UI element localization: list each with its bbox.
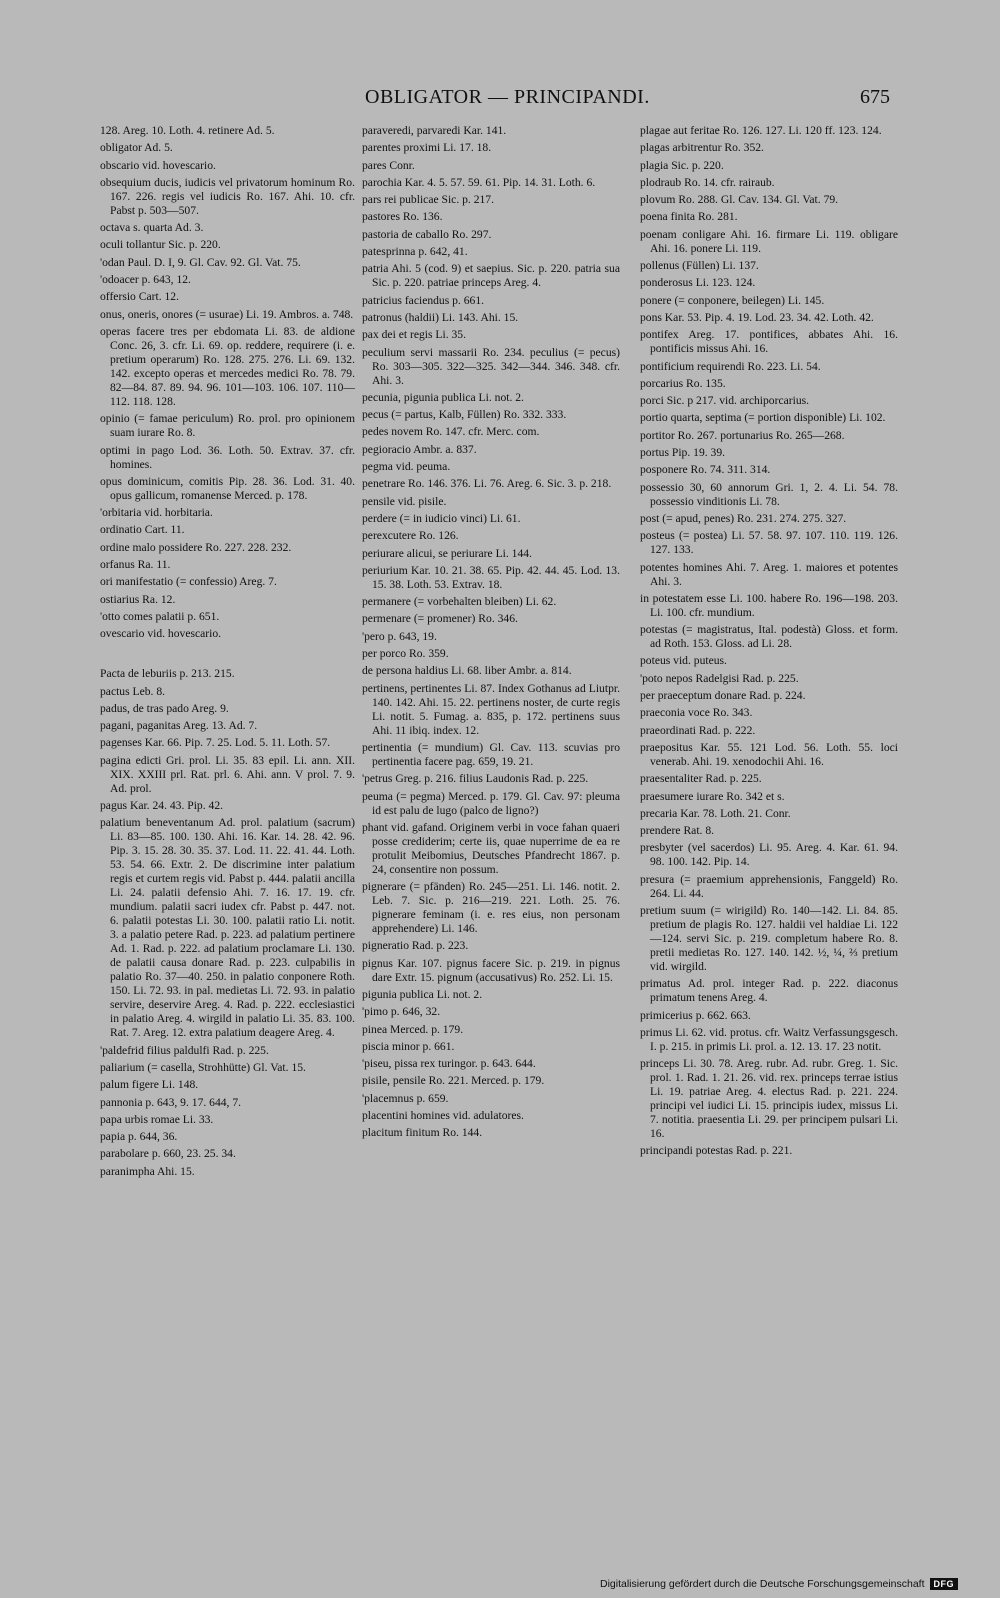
dictionary-entry: 'pimo p. 646, 32. (362, 1005, 441, 1019)
dictionary-entry: pagus Kar. 24. 43. Pip. 42. (100, 799, 224, 813)
dictionary-entry: 'petrus Greg. p. 216. filius Laudonis Rad. p. 225. (362, 772, 589, 786)
dictionary-entry: optimi in pago Lod. 36. Loth. 50. Extrav. 37. cfr. homines. (100, 443, 355, 471)
dictionary-entry: per praeceptum donare Rad. p. 224. (640, 689, 806, 703)
dictionary-entry: pignerare (= pfänden) Ro. 245—251. Li. 146. notit. 2. Leb. 7. Sic. p. 216—219. 221. Loth. 25. 76. pignerare feminam (i. e. res eius, non personam apprehendere) Li. 146. (362, 880, 620, 936)
dictionary-entry: offersio Cart. 12. (100, 290, 179, 304)
dictionary-entry: placentini homines vid. adulatores. (362, 1109, 524, 1123)
dictionary-entry: plovum Ro. 288. Gl. Cav. 134. Gl. Vat. 79. (640, 193, 839, 207)
dictionary-entry: parentes proximi Li. 17. 18. (362, 141, 492, 155)
dictionary-entry: plagia Sic. p. 220. (640, 158, 724, 172)
dictionary-entry: permenare (= promener) Ro. 346. (362, 612, 518, 626)
dictionary-entry: peuma (= pegma) Merced. p. 179. Gl. Cav. 97: pleuma id est palu de lugo (palco de ligno?) (362, 789, 620, 817)
dictionary-entry: pons Kar. 53. Pip. 4. 19. Lod. 23. 34. 42. Loth. 42. (640, 310, 874, 324)
dictionary-entry: opus dominicum, comitis Pip. 28. 36. Lod. 31. 40. opus gallicum, romanense Merced. p. 178. (100, 474, 355, 502)
dictionary-entry: praesentaliter Rad. p. 225. (640, 772, 762, 786)
dictionary-entry: oculi tollantur Sic. p. 220. (100, 238, 221, 252)
dictionary-entry: precaria Kar. 78. Loth. 21. Conr. (640, 806, 791, 820)
dictionary-entry: pegma vid. peuma. (362, 460, 451, 474)
dictionary-entry: principandi potestas Rad. p. 221. (640, 1144, 793, 1158)
dictionary-entry: 'paldefrid filius paldulfi Rad. p. 225. (100, 1043, 269, 1057)
dictionary-entry: princeps Li. 30. 78. Areg. rubr. Ad. rubr. Greg. 1. Sic. prol. 1. Rad. 1. 21. 26. vid. rex. princeps terrae istius Li. 19. patriae Areg. 4. electus Rad. p. 221. 224. principi vel iudici Li. 15. principis iudex, missus Li. 7. notitia. praesentia Li. 29. per principem pulsari Li. 16. (640, 1057, 898, 1141)
dictionary-entry: obsequium ducis, iudicis vel privatorum hominum Ro. 167. 226. regis vel iudicis Ro. 167. Ahi. 10. cfr. Pabst p. 503—507. (100, 175, 355, 217)
column-1 (100, 124, 355, 1182)
dictionary-entry: potentes homines Ahi. 7. Areg. 1. maiores et potentes Ahi. 3. (640, 560, 898, 588)
dictionary-entry: 'odan Paul. D. I, 9. Gl. Cav. 92. Gl. Vat. 75. (100, 255, 301, 269)
dictionary-entry: patesprinna p. 642, 41. (362, 245, 468, 259)
dictionary-entry: 'orbitaria vid. horbitaria. (100, 506, 213, 520)
column-2 (362, 124, 620, 1144)
dictionary-entry: ori manifestatio (= confessio) Areg. 7. (100, 575, 277, 589)
dictionary-entry: pretium suum (= wirigild) Ro. 140—142. Li. 84. 85. pretium de plagis Ro. 127. haldii vel haldiae Li. 122—124. servi Sic. p. 219. completum habere Ro. 8. pretii medietas Ro. 127. 140. 142. ½, ¼, ⅔ pretium vid. wirgild. (640, 903, 898, 973)
dictionary-entry: pensile vid. pisile. (362, 494, 447, 508)
dictionary-entry: posponere Ro. 74. 311. 314. (640, 463, 771, 477)
dictionary-entry: pagenses Kar. 66. Pip. 7. 25. Lod. 5. 11. Loth. 57. (100, 736, 331, 750)
dictionary-entry: pactus Leb. 8. (100, 684, 166, 698)
dictionary-entry: papia p. 644, 36. (100, 1130, 178, 1144)
page-number: 675 (860, 86, 890, 108)
dictionary-entry: 'poto nepos Radelgisi Rad. p. 225. (640, 671, 799, 685)
dictionary-entry: presura (= praemium apprehensionis, Fanggeld) Ro. 264. Li. 44. (640, 872, 898, 900)
column-3 (640, 124, 898, 1162)
page-header (0, 86, 1000, 116)
dictionary-entry: de persona haldius Li. 68. liber Ambr. a. 814. (362, 664, 572, 678)
dictionary-entry: pedes novem Ro. 147. cfr. Merc. com. (362, 425, 540, 439)
dictionary-entry: paraveredi, parvaredi Kar. 141. (362, 124, 507, 137)
dictionary-entry: pegioracio Ambr. a. 837. (362, 442, 477, 456)
dictionary-entry: porcarius Ro. 135. (640, 376, 726, 390)
dictionary-entry: pontificium requirendi Ro. 223. Li. 54. (640, 359, 821, 373)
dictionary-entry: orfanus Ra. 11. (100, 558, 171, 572)
dictionary-entry: patricius faciendus p. 661. (362, 293, 485, 307)
dictionary-entry: primicerius p. 662. 663. (640, 1008, 751, 1022)
dictionary-entry: phant vid. gafand. Originem verbi in voce fahan quaeri posse crediderim; certe iis, quae nuperrime de ea re protulit Meibomius, Deutsches Pfandrecht 1867. p. 24, consentire non possum. (362, 820, 620, 876)
dictionary-entry: placitum finitum Ro. 144. (362, 1126, 483, 1140)
dictionary-entry: possessio 30, 60 annorum Gri. 1, 2. 4. Li. 54. 78. possessio vinditionis Li. 78. (640, 480, 898, 508)
dictionary-entry: portitor Ro. 267. portunarius Ro. 265—268. (640, 428, 845, 442)
running-head: OBLIGATOR — PRINCIPANDI. (365, 86, 650, 108)
dictionary-entry: ponderosus Li. 123. 124. (640, 276, 756, 290)
dictionary-entry: pecunia, pigunia publica Li. not. 2. (362, 390, 524, 404)
dictionary-entry: plagas arbitrentur Ro. 352. (640, 141, 764, 155)
dictionary-entry: piscia minor p. 661. (362, 1039, 455, 1053)
dictionary-entry: ostiarius Ra. 12. (100, 592, 176, 606)
dictionary-entry: periurium Kar. 10. 21. 38. 65. Pip. 42. 44. 45. Lod. 13. 15. 38. Loth. 53. Extrav. 18. (362, 563, 620, 591)
dictionary-entry: palum figere Li. 148. (100, 1078, 199, 1092)
dictionary-entry: praepositus Kar. 55. 121 Lod. 56. Loth. 55. loci venerab. Ahi. 19. xenodochii Ahi. 16. (640, 740, 898, 768)
dictionary-entry: perdere (= in iudicio vinci) Li. 61. (362, 511, 521, 525)
dictionary-entry: ordine malo possidere Ro. 227. 228. 232. (100, 540, 292, 554)
dictionary-entry: presbyter (vel sacerdos) Li. 95. Areg. 4. Kar. 61. 94. 98. 100. 142. Pip. 14. (640, 841, 898, 869)
dictionary-entry: patronus (haldii) Li. 143. Ahi. 15. (362, 310, 519, 324)
dictionary-entry: obligator Ad. 5. (100, 141, 173, 155)
dictionary-entry: pisile, pensile Ro. 221. Merced. p. 179. (362, 1074, 545, 1088)
dictionary-entry: post (= apud, penes) Ro. 231. 274. 275. 327. (640, 511, 847, 525)
dictionary-entry: prendere Rat. 8. (640, 824, 715, 838)
dictionary-entry: primatus Ad. prol. integer Rad. p. 222. diaconus primatum tenens Areg. 4. (640, 977, 898, 1005)
dictionary-entry: papa urbis romae Li. 33. (100, 1112, 214, 1126)
dictionary-entry: ovescario vid. hovescario. (100, 627, 222, 641)
dictionary-entry: pars rei publicae Sic. p. 217. (362, 193, 495, 207)
dictionary-entry: praeordinati Rad. p. 222. (640, 723, 756, 737)
dictionary-entry: palatium beneventanum Ad. prol. palatium (sacrum) Li. 83—85. 100. 130. Ahi. 16. Kar. 14. 28. 42. 96. Pip. 3. 15. 28. 30. 35. 37. Lod. 11. 22. 41. 44. Loth. 53. 54. 66. Extr. 2. De discrimine inter palatium regis et curtem regis vid. Pabst p. 444. palatii ancilla Li. 24. palatii defensio Ahi. 7. 16. 17. 19. cfr. mundium. palatii sacri iudex cfr. Pabst p. 447. not. 6. palatii potestas Li. 30. 100. palatii ratio Li. notit. 3. a palatio petere Rad. p. 223. ad palatium pertinere Ad. 1. Rad. p. 222. ad palatium proclamare Li. 130. de palatii causa donare Rad. p. 223. culpabilis in palatio Ro. 37—40. 250. in palatio conponere Roth. 150. Li. 72. 93. in pal. medietas Li. 72. 93. in palatio servire, deservire Areg. 4. Rad. p. 222. ecclesiastici in palatio Areg. 4. wirgild in palatio Li. 35. 83. 100. Rat. 7. Areg. 12. extra palatium deagere Areg. 4. (100, 816, 355, 1040)
dictionary-entry: pontifex Areg. 17. pontifices, abbates Ahi. 16. pontificis missus Ahi. 16. (640, 328, 898, 356)
footer (600, 1578, 958, 1590)
dictionary-entry: permanere (= vorbehalten bleiben) Li. 62. (362, 595, 557, 609)
dictionary-entry: pecus (= partus, Kalb, Füllen) Ro. 332. 333. (362, 408, 567, 422)
dictionary-entry: plodraub Ro. 14. cfr. rairaub. (640, 175, 775, 189)
dictionary-entry: pertinentia (= mundium) Gl. Cav. 113. scuvias pro pertinentia facere pag. 659, 19. 21. (362, 740, 620, 768)
dictionary-entry: patria Ahi. 5 (cod. 9) et saepius. Sic. p. 220. patria sua Sic. p. 220. patriae princeps Areg. 4. (362, 262, 620, 290)
dictionary-entry: operas facere tres per ebdomata Li. 83. de aldione Conc. 26, 3. cfr. Li. 69. op. reddere, requirere (i. e. pretium operarum) Ro. 128. 275. 276. Li. 69. 132. 142. excepto operas et mercedes medici Ro. 78. 79. 82—84. 87. 89. 94. 96. 101—103. 106. 107. 110—112. 118. 128. (100, 324, 355, 408)
dictionary-entry: 'placemnus p. 659. (362, 1091, 449, 1105)
dictionary-entry: pax dei et regis Li. 35. (362, 328, 466, 342)
dictionary-entry: praesumere iurare Ro. 342 et s. (640, 789, 785, 803)
dictionary-entry: peculium servi massarii Ro. 234. peculius (= pecus) Ro. 303—305. 322—325. 342—344. 346. 348. cfr. Ahi. 3. (362, 345, 620, 387)
dictionary-entry: portus Pip. 19. 39. (640, 446, 726, 460)
dictionary-entry: pertinens, pertinentes Li. 87. Index Gothanus ad Liutpr. 140. 142. Ahi. 15. 22. pertinens noster, de curte regis Li. notit. 5. Fumag. a. 835, p. 172. pertinens suus Ahi. 11 ibiq. index. 12. (362, 681, 620, 737)
dictionary-entry: poteus vid. puteus. (640, 654, 727, 668)
dictionary-entry: plagae aut feritae Ro. 126. 127. Li. 120 ff. 123. 124. (640, 124, 882, 137)
dictionary-entry: 'odoacer p. 643, 12. (100, 273, 191, 287)
dictionary-entry: penetrare Ro. 146. 376. Li. 76. Areg. 6. Sic. 3. p. 218. (362, 477, 612, 491)
dictionary-entry: 'piseu, pissa rex turingor. p. 643. 644. (362, 1057, 536, 1071)
dictionary-entry: pastoria de caballo Ro. 297. (362, 227, 492, 241)
dictionary-entry: pollenus (Füllen) Li. 137. (640, 259, 759, 273)
dictionary-entry: paranimpha Ahi. 15. (100, 1164, 195, 1178)
dictionary-entry: per porco Ro. 359. (362, 647, 449, 661)
dictionary-entry: ordinatio Cart. 11. (100, 523, 185, 537)
dictionary-entry: pinea Merced. p. 179. (362, 1022, 464, 1036)
dictionary-entry: obscario vid. hovescario. (100, 158, 216, 172)
dictionary-entry: pigneratio Rad. p. 223. (362, 939, 469, 953)
dictionary-entry: Pacta de leburiis p. 213. 215. (100, 667, 235, 681)
dictionary-entry: praeconia voce Ro. 343. (640, 706, 753, 720)
dictionary-entry: posteus (= postea) Li. 57. 58. 97. 107. 110. 119. 126. 127. 133. (640, 529, 898, 557)
dictionary-entry: poena finita Ro. 281. (640, 210, 738, 224)
dictionary-entry: potestas (= magistratus, Ital. podestà) Gloss. et form. ad Roth. 153. Gloss. ad Li. 28. (640, 623, 898, 651)
footer-credit: Digitalisierung gefördert durch die Deutsche Forschungsgemeinschaft (600, 1578, 925, 1590)
dictionary-entry: 128. Areg. 10. Loth. 4. retinere Ad. 5. (100, 124, 275, 137)
dictionary-entry: 'otto comes palatii p. 651. (100, 609, 220, 623)
dictionary-entry: portio quarta, septima (= portion disponible) Li. 102. (640, 411, 886, 425)
dictionary-entry: in potestatem esse Li. 100. habere Ro. 196—198. 203. Li. 100. cfr. mundium. (640, 591, 898, 619)
dictionary-entry: porci Sic. p 217. vid. archiporcarius. (640, 394, 810, 408)
dictionary-entry: octava s. quarta Ad. 3. (100, 221, 204, 235)
dictionary-entry: padus, de tras pado Areg. 9. (100, 701, 229, 715)
dictionary-entry: opinio (= famae periculum) Ro. prol. pro opinionem suam iurare Ro. 8. (100, 412, 355, 440)
dictionary-entry: primus Li. 62. vid. protus. cfr. Waitz Verfassungsgesch. I. p. 215. in primis Li. prol. a. 12. 13. 17. 23 notit. (640, 1025, 898, 1053)
dictionary-entry: pignus Kar. 107. pignus facere Sic. p. 219. in pignus dare Extr. 15. pignum (accusativus) Ro. 252. Li. 15. (362, 956, 620, 984)
dictionary-entry: pagani, paganitas Areg. 13. Ad. 7. (100, 719, 258, 733)
dfg-logo: DFG (930, 1578, 959, 1590)
dictionary-entry: pastores Ro. 136. (362, 210, 443, 224)
dictionary-entry: parabolare p. 660, 23. 25. 34. (100, 1147, 236, 1161)
dictionary-entry: onus, oneris, onores (= usurae) Li. 19. Ambros. a. 748. (100, 307, 354, 321)
dictionary-entry: ponere (= conponere, beilegen) Li. 145. (640, 293, 825, 307)
dictionary-entry: 'pero p. 643, 19. (362, 629, 437, 643)
dictionary-entry: periurare alicui, se periurare Li. 144. (362, 546, 532, 560)
dictionary-entry: paliarium (= casella, Strohhütte) Gl. Vat. 15. (100, 1060, 306, 1074)
dictionary-entry: pares Conr. (362, 158, 415, 172)
dictionary-entry: pigunia publica Li. not. 2. (362, 987, 483, 1001)
dictionary-entry: poenam conligare Ahi. 16. firmare Li. 119. obligare Ahi. 16. ponere Li. 119. (640, 227, 898, 255)
dictionary-entry: parochia Kar. 4. 5. 57. 59. 61. Pip. 14. 31. Loth. 6. (362, 175, 596, 189)
dictionary-entry: pagina edicti Gri. prol. Li. 35. 83 epil. Li. ann. XII. XIX. XXIII prl. Rat. prl. 6. Ahi. ann. V prol. 7. 9. Ad. prol. (100, 753, 355, 795)
dictionary-entry: perexcutere Ro. 126. (362, 529, 459, 543)
dictionary-entry: pannonia p. 643, 9. 17. 644, 7. (100, 1095, 242, 1109)
